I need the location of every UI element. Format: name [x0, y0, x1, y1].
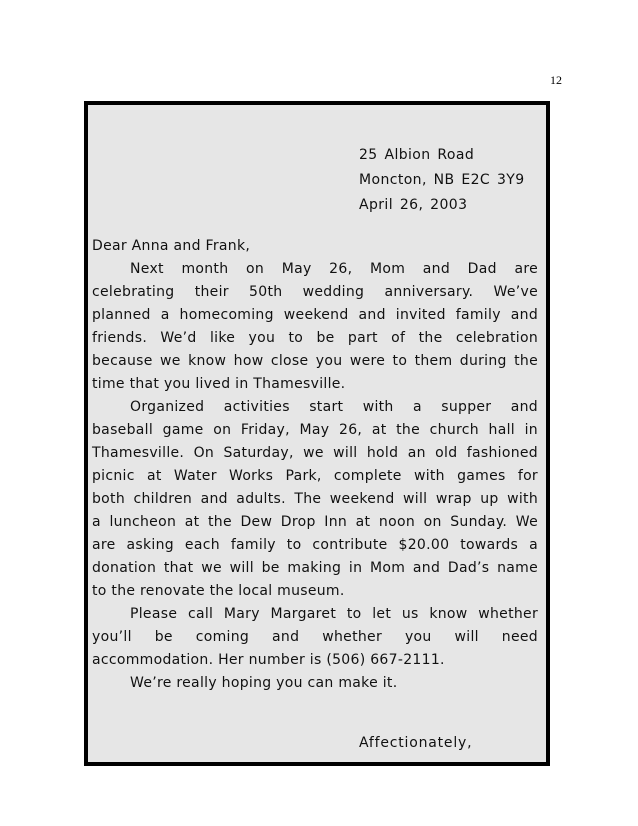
text-line: baseball game on Friday, May 26, at the church hall in [92, 422, 538, 438]
letter-body [92, 235, 538, 695]
text-line: because we know how close you were to them during the [92, 353, 538, 369]
text-line: time that you lived in Thamesville. [92, 376, 346, 392]
text-line: both children and adults. The weekend will wrap up with [92, 491, 538, 507]
text-line: Organized activities start with a supper and [130, 399, 538, 415]
salutation: Dear Anna and Frank, [92, 238, 251, 254]
text-line: a luncheon at the Dew Drop Inn at noon on Sunday. We [92, 514, 538, 530]
text-line: accommodation. Her number is (506) 667-2111. [92, 652, 445, 668]
text-line: picnic at Water Works Park, complete with games for [92, 468, 538, 484]
text-line: Thamesville. On Saturday, we will hold an old fashioned [92, 445, 538, 461]
address-city: Moncton, NB E2C 3Y9 [359, 172, 525, 188]
text-line: to the renovate the local museum. [92, 583, 345, 599]
text-line: friends. We’d like you to be part of the celebration [92, 330, 538, 346]
sender-address [359, 143, 525, 218]
text-line: are asking each family to contribute $20.00 towards a [92, 537, 538, 553]
text-line: Please call Mary Margaret to let us know whether [130, 606, 538, 622]
letter-date: April 26, 2003 [359, 197, 468, 213]
letter-box [84, 101, 550, 766]
paragraph [92, 396, 538, 603]
address-street: 25 Albion Road [359, 147, 475, 163]
closing: Affectionately, [359, 735, 473, 751]
text-line: Next month on May 26, Mom and Dad are [130, 261, 538, 277]
paragraph [92, 672, 538, 695]
page-number: 12 [550, 73, 562, 87]
text-line: celebrating their 50th wedding anniversary. We’ve [92, 284, 538, 300]
paragraph [92, 603, 538, 672]
paragraph [92, 258, 538, 396]
text-line: you’ll be coming and whether you will need [92, 629, 538, 645]
text-line: planned a homecoming weekend and invited family and [92, 307, 538, 323]
text-line: donation that we will be making in Mom and Dad’s name [92, 560, 538, 576]
text-line: We’re really hoping you can make it. [130, 675, 398, 691]
